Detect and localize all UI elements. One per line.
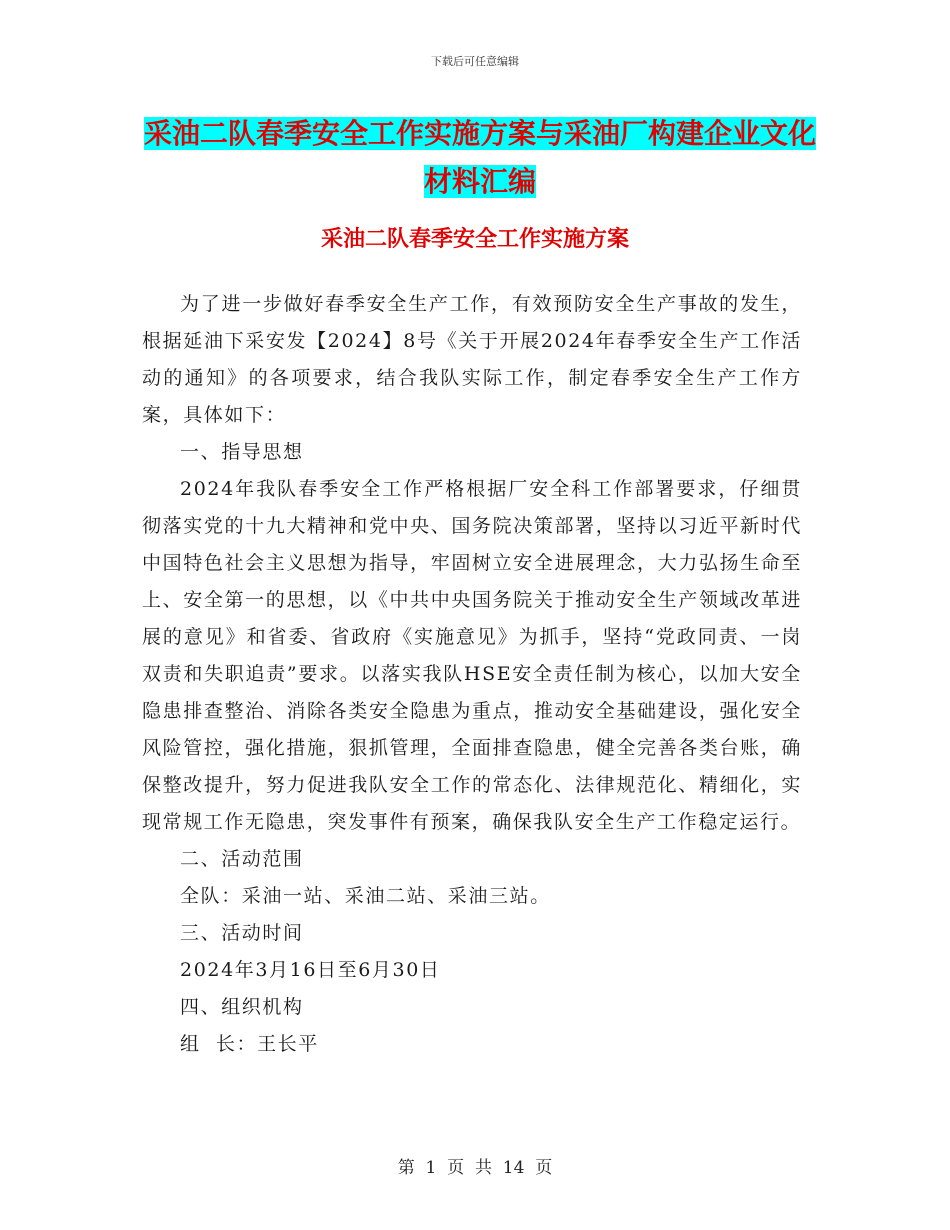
intro-paragraph: 为了进一步做好春季安全生产工作，有效预防安全生产事故的发生，根据延油下采安发【2024】8号《关于开展2024年春季安全生产工作活动的通知》的各项要求，结合我队实际工作，制定春季安全生产工作方案，具体如下： [142, 293, 802, 426]
document-body [142, 286, 802, 1063]
guiding-ideology-paragraph: 2024年我队春季安全工作严格根据厂安全科工作部署要求，仔细贯彻落实党的十九大精神和党中央、国务院决策部署，坚持以习近平新时代中国特色社会主义思想为指导，牢固树立安全进展理念，大力弘扬生命至上、安全第一的思想，以《中共中央国务院关于推动安全生产领域改革进展的意见》和省委、省政府《实施意见》为抓手，坚持“党政同责、一岗双责和失职追责”要求。以落实我队HSE安全责任制为核心，以加大安全隐患排查整治、消除各类安全隐患为重点，推动安全基础建设，强化安全风险管控，强化措施，狠抓管理，全面排查隐患，健全完善各类台账，确保整改提升，努力促进我队安全工作的常态化、法律规范化、精细化，实现常规工作无隐患，突发事件有预案，确保我队安全生产工作稳定运行。 [142, 478, 802, 833]
activity-scope-paragraph: 全队：采油一站、采油二站、采油三站。 [180, 885, 551, 907]
activity-time-paragraph: 2024年3月16日至6月30日 [180, 959, 441, 981]
team-leader-line: 组 长：王长平 [180, 1033, 319, 1055]
header-note: 下载后可任意编辑 [431, 55, 519, 68]
heading-organization: 四、组织机构 [180, 996, 304, 1018]
document-title-text: 采油二队春季安全工作实施方案与采油厂构建企业文化材料汇编 [143, 117, 816, 198]
section-title: 采油二队春季安全工作实施方案 [320, 226, 629, 252]
document-title [140, 110, 820, 206]
heading-activity-time: 三、活动时间 [180, 922, 304, 944]
heading-guiding-ideology: 一、指导思想 [180, 441, 304, 463]
page-footer: 第 1 页 共 14 页 [397, 1158, 553, 1178]
heading-activity-scope: 二、活动范围 [180, 848, 304, 870]
